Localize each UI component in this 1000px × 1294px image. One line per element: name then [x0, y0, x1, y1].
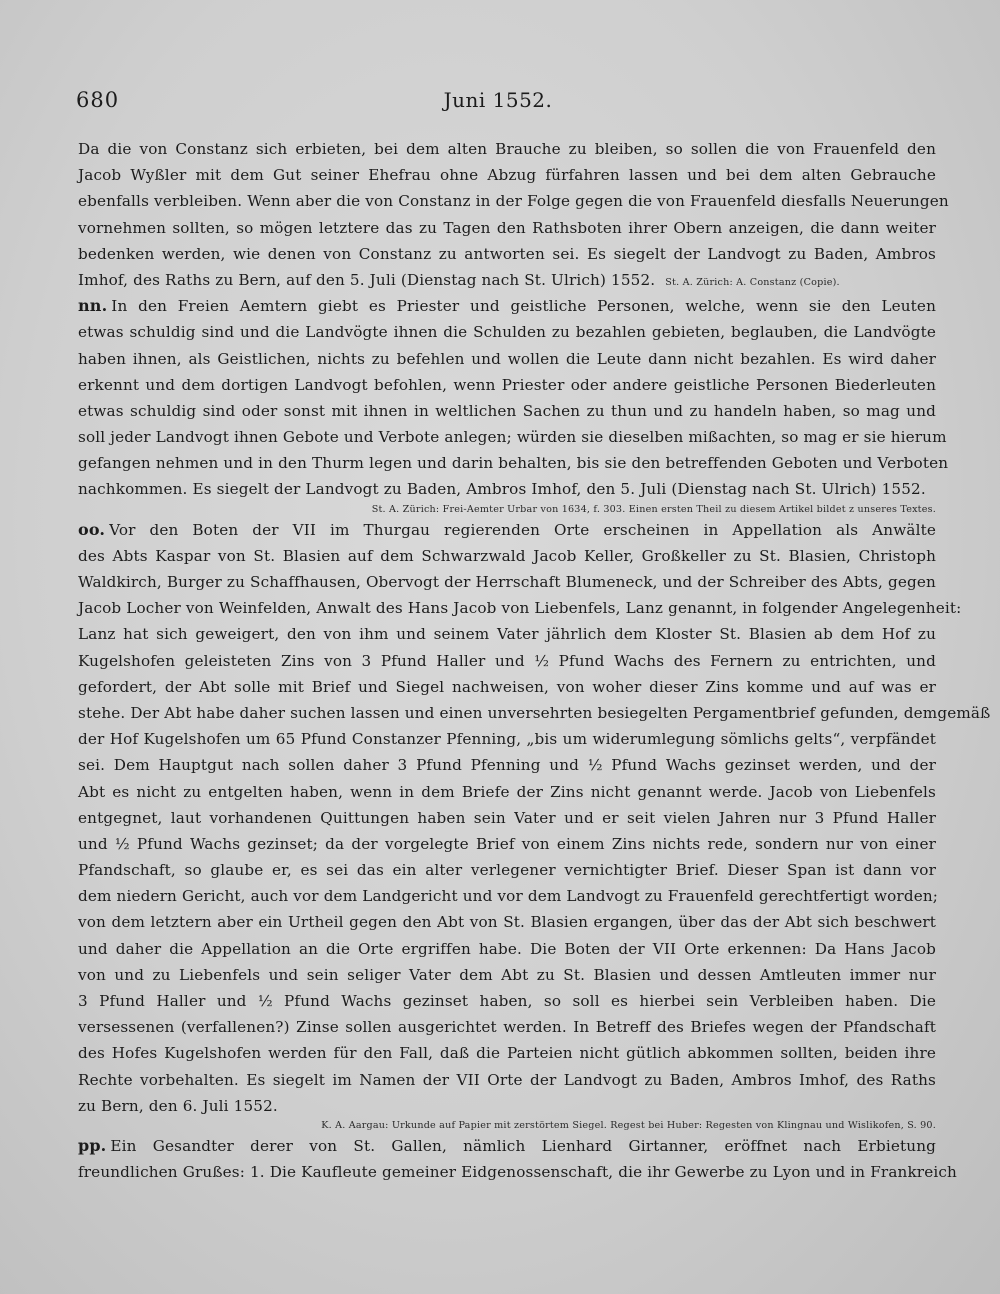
source-citation: K. A. Aargau: Urkunde auf Papier mit zerstörtem Siegel. Regest bei Huber: Regesten von Klingnau und Wislikofen, S. 90.: [321, 1119, 936, 1131]
line-text: etwas schuldig sind oder sonst mit ihnen in weltlichen Sachen zu thun und zu handeln haben, so mag und: [78, 401, 936, 420]
line-text: stehe. Der Abt habe daher suchen lassen und einen unversehrten besiegelten Pergamentbrief gefunden, demgemäß: [78, 703, 991, 722]
line-text: und daher die Appellation an die Orte ergriffen habe. Die Boten der VII Orte erkennen: Da Hans Jacob: [78, 939, 936, 958]
line-text: Rechte vorbehalten. Es siegelt im Namen der VII Orte der Landvogt zu Baden, Ambros Imhof, des Raths: [78, 1070, 936, 1089]
line-text: von und zu Liebenfels und sein seliger Vater dem Abt zu St. Blasien und dessen Amtleuten immer nur: [78, 965, 936, 984]
entry-marker: oo.: [78, 519, 106, 539]
text-line: [78, 450, 949, 476]
text-line: [78, 1014, 936, 1040]
entry-oo: [78, 517, 991, 1133]
line-text: etwas schuldig sind und die Landvögte ihnen die Schulden zu bezahlen gebieten, beglauben, die Landvögte: [78, 323, 936, 342]
line-text: vornehmen sollten, so mögen letztere das zu Tagen den Rathsboten ihrer Obern anzeigen, die dann weiter: [78, 218, 936, 237]
line-text: 3 Pfund Haller und ½ Pfund Wachs gezinset haben, so soll es hierbei sein Verbleiben haben. Die: [78, 992, 936, 1010]
page-header: [76, 88, 920, 118]
line-text: Abt es nicht zu entgelten haben, wenn in dem Briefe der Zins nicht genannt werde. Jacob von Liebenfels: [78, 782, 936, 801]
text-line: [78, 700, 991, 726]
line-text: entgegnet, laut vorhandenen Quittungen haben sein Vater und er seit vielen Jahren nur 3 Pfund Haller: [78, 808, 936, 827]
entry-marker: pp.: [78, 1135, 107, 1155]
line-text: haben ihnen, als Geistlichen, nichts zu befehlen und wollen die Leute dann nicht bezahlen. Es wird daher: [78, 349, 936, 368]
line-text: Lanz hat sich geweigert, den von ihm und seinem Vater jährlich dem Kloster St. Blasien ab dem Hof zu: [78, 625, 936, 644]
line-text: freundlichen Grußes: 1. Die Kaufleute gemeiner Eidgenossenschaft, die ihr Gewerbe zu Lyon und in Frankreich: [78, 1163, 957, 1182]
text-line: [78, 674, 936, 700]
text-line: [78, 779, 936, 805]
line-text: Jacob Wyßler mit dem Gut seiner Ehefrau ohne Abzug fürfahren lassen und bei dem alten Gebrauche: [78, 166, 936, 185]
text-line: [78, 188, 949, 214]
source-citation: St. A. Zürich: A. Constanz (Copie).: [665, 276, 840, 288]
entry-continuation: [78, 136, 949, 293]
body-text: [78, 136, 991, 1185]
text-line: [78, 988, 936, 1014]
text-line: [78, 805, 936, 831]
text-line: [78, 1040, 936, 1066]
text-line: [78, 1159, 957, 1185]
line-text: Pfandschaft, so glaube er, es sei das ein alter verlegener vernichtigter Brief. Dieser Span ist dann vor: [78, 861, 936, 880]
text-line: [78, 595, 962, 621]
text-line: [78, 543, 936, 569]
text-line: [78, 648, 936, 674]
line-text: erkennt und dem dortigen Landvogt befohlen, wenn Priester oder andere geistliche Personen Biederleuten: [78, 375, 936, 394]
line-text: sei. Dem Hauptgut nach sollen daher 3 Pfund Pfenning und ½ Pfund Wachs gezinset werden, und der: [78, 756, 936, 775]
text-line: [78, 162, 936, 188]
text-line: [78, 241, 936, 267]
entry-marker: nn.: [78, 296, 108, 316]
text-line: [78, 1133, 936, 1159]
line-text: des Hofes Kugelshofen werden für den Fall, daß die Parteien nicht gütlich abkommen sollten, beiden ihre: [78, 1044, 936, 1063]
text-line: [78, 883, 939, 909]
line-text: und ½ Pfund Wachs gezinset; da der vorgelegte Brief von einem Zins nichts rede, sondern nur von einer: [78, 834, 936, 853]
line-text: bedenken werden, wie denen von Constanz zu antworten sei. Es siegelt der Landvogt zu Baden, Ambros: [78, 244, 936, 263]
line-text: der Hof Kugelshofen um 65 Pfund Constanzer Pfenning, „bis um widerumlegung sömlichs gelts“, verpfändet: [78, 730, 936, 749]
text-line: [78, 319, 936, 345]
text-line: [78, 476, 936, 502]
line-text: Waldkirch, Burger zu Schaffhausen, Obervogt der Herrschaft Blumeneck, und der Schreiber des Abts, gegen: [78, 573, 936, 591]
page-number: 680: [76, 88, 120, 112]
running-head: Juni 1552.: [443, 88, 553, 112]
text-line: [78, 1067, 936, 1093]
text-line: [78, 857, 936, 883]
line-text: Da die von Constanz sich erbieten, bei dem alten Brauche zu bleiben, so sollen die von Frauenfeld den: [78, 140, 936, 158]
text-line: [78, 726, 936, 752]
line-text: versessenen (verfallenen?) Zinse sollen ausgerichtet werden. In Betreff des Briefes wegen der Pfandschaft: [78, 1018, 936, 1037]
text-line: [78, 936, 936, 962]
line-text: Ein Gesandter derer von St. Gallen, nämlich Lienhard Girtanner, eröffnet nach Erbietung: [110, 1136, 936, 1155]
line-text: soll jeder Landvogt ihnen Gebote und Verbote anlegen; würden sie dieselben mißachten, so mag er sie hierum: [78, 428, 947, 447]
line-text: gefordert, der Abt solle mit Brief und Siegel nachweisen, von woher dieser Zins komme und auf was er: [78, 677, 936, 696]
text-line: [78, 398, 936, 424]
text-line: [78, 267, 936, 293]
text-line: [78, 621, 936, 647]
text-line: [78, 831, 936, 857]
line-text: von dem letztern aber ein Urtheil gegen den Abt von St. Blasien ergangen, über das der Abt sich beschwert: [78, 913, 936, 932]
line-text: gefangen nehmen und in den Thurm legen und darin behalten, bis sie den betreffenden Geboten und Verboten: [78, 454, 949, 473]
text-line: [78, 569, 936, 595]
line-text: Vor den Boten der VII im Thurgau regierenden Orte erscheinen in Appellation als Anwälte: [109, 520, 936, 539]
line-text: des Abts Kaspar von St. Blasien auf dem Schwarzwald Jacob Keller, Großkeller zu St. Blasien, Christoph: [78, 546, 936, 565]
line-text: Kugelshofen geleisteten Zins von 3 Pfund Haller und ½ Pfund Wachs des Fernern zu entrichten, und: [78, 651, 936, 670]
text-line: [78, 372, 936, 398]
text-line: [78, 909, 936, 935]
line-text: Imhof, des Raths zu Bern, auf den 5. Juli (Dienstag nach St. Ulrich) 1552.: [78, 270, 656, 289]
line-text: Jacob Locher von Weinfelden, Anwalt des Hans Jacob von Liebenfels, Lanz genannt, in folgender Angelegenheit:: [78, 599, 962, 618]
source-citation: St. A. Zürich: Frei-Aemter Urbar von 1634, f. 303. Einen ersten Theil zu diesem Artikel bildet z unseres Textes.: [371, 503, 936, 515]
line-text: In den Freien Aemtern giebt es Priester und geistliche Personen, welche, wenn sie den Leuten: [111, 297, 936, 316]
entry-nn: [78, 293, 949, 517]
text-line: [78, 346, 936, 372]
text-line: [78, 752, 936, 778]
line-text: nachkommen. Es siegelt der Landvogt zu Baden, Ambros Imhof, den 5. Juli (Dienstag nach St. Ulrich) 1552.: [78, 480, 926, 499]
text-line: [78, 215, 936, 241]
text-line: [78, 293, 936, 319]
text-line: [78, 962, 936, 988]
line-text: dem niedern Gericht, auch vor dem Landgericht und vor dem Landvogt zu Frauenfeld gerechtfertigt worden;: [78, 887, 939, 906]
text-line: [78, 1093, 936, 1119]
text-line: [78, 517, 936, 543]
line-text: ebenfalls verbleiben. Wenn aber die von Constanz in der Folge gegen die von Frauenfeld diesfalls Neuerungen: [78, 192, 949, 211]
line-text: zu Bern, den 6. Juli 1552.: [78, 1096, 278, 1115]
text-line: [78, 424, 947, 450]
text-line: [78, 136, 936, 162]
entry-pp: [78, 1133, 957, 1185]
